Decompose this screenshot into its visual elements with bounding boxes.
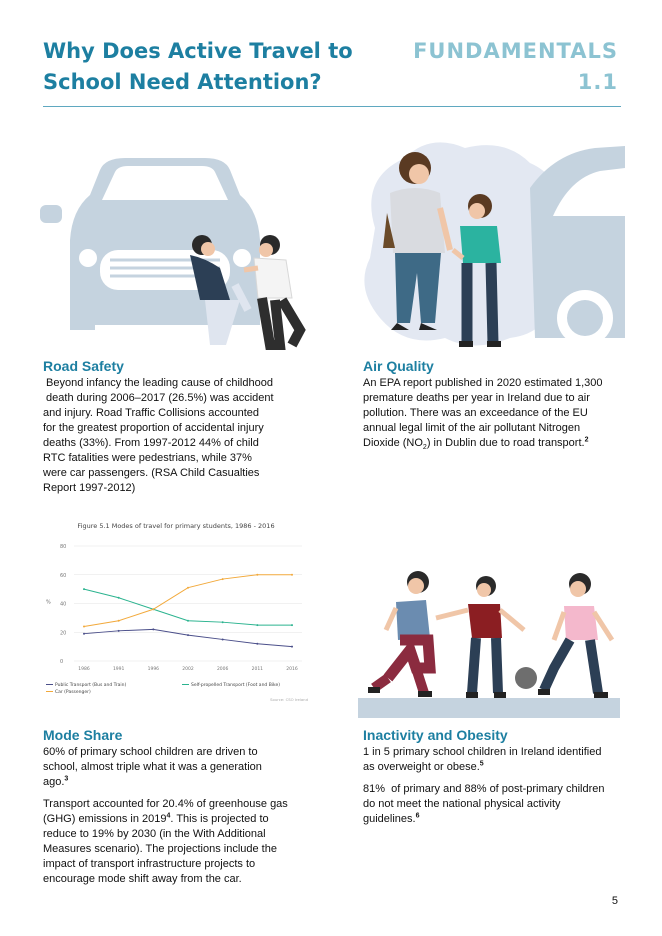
- mode-share-text: [43, 745, 333, 887]
- text-line: 60% of primary school children are driven to: [43, 746, 258, 758]
- footnote-ref: 3: [64, 775, 69, 783]
- y-axis-label: %: [46, 599, 51, 606]
- text-line: [43, 812, 333, 827]
- section-number: 1.1: [577, 70, 618, 94]
- text-line: Measures scenario). The projections include the: [43, 843, 277, 855]
- text-line: and injury. Road Traffic Collisions accounted: [43, 407, 260, 419]
- section-header: [413, 36, 618, 98]
- footnote-ref: 5: [479, 760, 484, 768]
- y-tick-label: 60: [60, 572, 67, 579]
- footnote-ref: 2: [584, 436, 589, 444]
- data-point: [152, 608, 154, 610]
- data-point: [256, 643, 258, 645]
- data-point: [291, 574, 293, 576]
- page-number: 5: [611, 895, 618, 907]
- data-point: [222, 621, 224, 623]
- text-line: premature deaths per year in Ireland due to air: [363, 392, 590, 404]
- mode-share-title: Mode Share: [43, 727, 123, 743]
- text-line: were car passengers. (RSA Child Casualties: [43, 467, 260, 479]
- data-point: [291, 624, 293, 626]
- data-point: [222, 578, 224, 580]
- text-line: 81% of primary and 88% of post-primary children: [363, 783, 605, 795]
- y-tick-label: 20: [60, 630, 67, 637]
- text-fragment: . This is projected to: [170, 813, 269, 825]
- text-line: [363, 760, 633, 775]
- x-tick-label: 2002: [182, 667, 194, 672]
- legend-entry: Self-propelled Transport (Foot and Bike): [191, 683, 281, 688]
- inactivity-illustration: [358, 568, 620, 720]
- header-divider: [43, 106, 621, 107]
- data-point: [291, 646, 293, 648]
- data-point: [118, 597, 120, 599]
- text-fragment: (GHG) emissions in 2019: [43, 813, 167, 825]
- road-safety-title: Road Safety: [43, 358, 124, 374]
- data-point: [152, 628, 154, 630]
- text-line: death during 2006–2017 (26.5%) was accident: [43, 392, 274, 404]
- text-line: for the greatest proportion of accidental injury: [43, 422, 264, 434]
- road-safety-illustration: [30, 150, 310, 355]
- text-fragment: guidelines.: [363, 813, 416, 825]
- text-line: 1 in 5 primary school children in Ireland identified: [363, 746, 602, 758]
- text-line: pollution. There was an exceedance of the EU: [363, 407, 588, 419]
- data-point: [83, 588, 85, 590]
- footnote-ref: 6: [415, 812, 420, 820]
- text-line: [363, 812, 633, 827]
- air-quality-title: Air Quality: [363, 358, 434, 374]
- chart-title: Figure 5.1 Modes of travel for primary students, 1986 - 2016: [77, 522, 275, 530]
- text-line: An EPA report published in 2020 estimated 1,300: [363, 377, 603, 389]
- y-tick-label: 0: [60, 659, 64, 665]
- text-line: school, almost triple what it was a generation: [43, 761, 262, 773]
- air-quality-text: [363, 376, 633, 455]
- text-line: [363, 436, 633, 455]
- text-line: RTC fatalities were pedestrians, while 37%: [43, 452, 252, 464]
- y-tick-label: 40: [60, 601, 67, 608]
- chart-svg: [40, 516, 312, 706]
- text-line: encourage mode shift away from the car.: [43, 873, 242, 885]
- inactivity-title: Inactivity and Obesity: [363, 727, 508, 743]
- x-tick-label: 2006: [216, 667, 229, 672]
- text-fragment: Dioxide (NO: [363, 437, 423, 449]
- data-point: [187, 620, 189, 622]
- subscript: 2: [422, 444, 427, 452]
- data-point: [83, 626, 85, 628]
- footnote-ref: 4: [166, 812, 171, 820]
- data-point: [256, 574, 258, 576]
- inactivity-text: [363, 745, 633, 827]
- text-line: Transport accounted for 20.4% of greenhouse gas: [43, 798, 288, 810]
- data-point: [83, 633, 85, 635]
- x-tick-label: 1991: [112, 667, 125, 672]
- data-point: [187, 587, 189, 589]
- data-point: [256, 624, 258, 626]
- text-fragment: as overweight or obese.: [363, 761, 480, 773]
- data-point: [118, 620, 120, 622]
- air-quality-illustration: [355, 138, 625, 353]
- data-point: [222, 638, 224, 640]
- text-line: deaths (33%). From 1997-2012 44% of child: [43, 437, 259, 449]
- data-point: [118, 630, 120, 632]
- page-title: Why Does Active Travel to School Need Attention?: [43, 39, 353, 94]
- x-tick-label: 1986: [78, 667, 90, 672]
- text-line: reduce to 19% by 2030 (in the With Additional: [43, 828, 266, 840]
- text-line: impact of transport infrastructure projects to: [43, 858, 256, 870]
- text-fragment: ago.: [43, 776, 65, 788]
- chart-background: [40, 516, 312, 706]
- text-line: annual legal limit of the air pollutant Nitrogen: [363, 422, 581, 434]
- legend-entry: Public Transport (Bus and Train): [55, 683, 127, 688]
- text-fragment: ) in Dublin due to road transport.: [426, 437, 585, 449]
- y-tick-label: 80: [60, 544, 67, 550]
- x-tick-label: 1996: [147, 667, 160, 672]
- text-line: Report 1997-2012): [43, 482, 136, 494]
- text-line: [43, 775, 333, 790]
- chart-source: Source: CSO Ireland: [270, 697, 308, 702]
- mode-chart: [40, 516, 312, 706]
- text-line: Beyond infancy the leading cause of childhood: [43, 377, 273, 389]
- legend-entry: Car (Passenger): [55, 690, 91, 695]
- x-tick-label: 2016: [286, 667, 298, 672]
- data-point: [187, 634, 189, 636]
- section-label: FUNDAMENTALS: [413, 39, 618, 63]
- road-safety-text: [43, 376, 323, 496]
- text-line: do not meet the national physical activity: [363, 798, 561, 810]
- x-tick-label: 2011: [251, 667, 264, 672]
